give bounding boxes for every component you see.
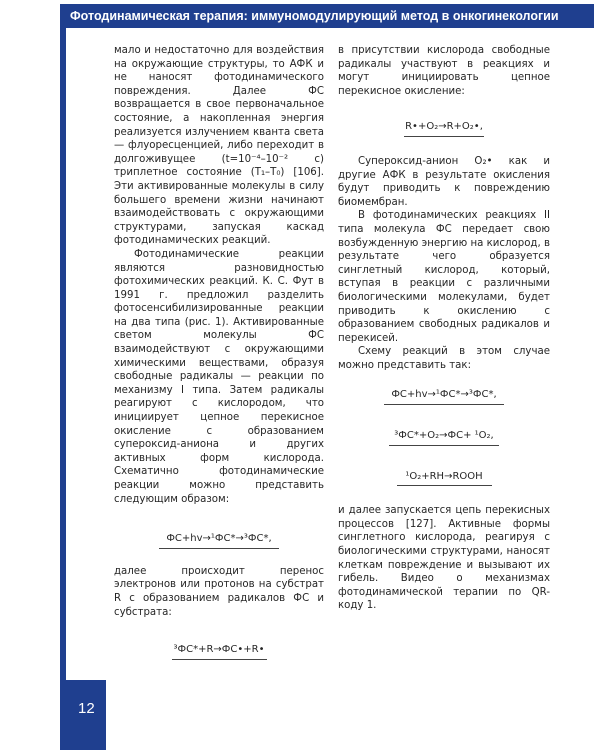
left-column xyxy=(114,44,324,660)
right-formula-2: ФС+hv→¹ФС*→³ФС*, xyxy=(384,388,504,405)
right-paragraph-5: и далее запускается цепь перекисных процессов [127]. Активные формы синглетного кислорода, реагируя с биологическими структурами, наносят клеткам повреждение и вызывают их гибель. Видео о механизмах фотодинамической терапии по QR-коду 1. xyxy=(338,505,550,612)
right-formula-1: R•+O₂→R+O₂•, xyxy=(404,120,484,137)
left-paragraph-1: мало и недостаточно для воздействия на окружающие структуры, то АФК и не наносят фотодинамического повреждения. Далее ФС возвращается в свое первоначальное состояние, а накопленная энергия реализуется излучением кванта света — флуоресценцией, либо переходит в долгоживущее (t=10⁻⁴–10⁻² с) триплетное состояние (T₁–T₀) [106]. Эти активированные молекулы в силу большего времени жизни начинают взаимодействовать с окружающими структурами, запуская каскад фотодинамических реакций. xyxy=(114,45,324,247)
right-paragraph-1: в присутствии кислорода свободные радикалы участвуют в реакциях и могут инициировать цепное перекисное окисление: xyxy=(338,45,550,97)
right-formula-4: ¹O₂+RH→ROOH xyxy=(397,470,492,487)
side-accent-bar xyxy=(60,4,66,750)
right-formula-3: ³ФС*+O₂→ФС+ ¹O₂, xyxy=(389,429,499,446)
left-paragraph-3: далее происходит перенос электронов или протонов на субстрат R с образованием радикалов ФС и субстрата: xyxy=(114,565,324,618)
left-formula-1: ФС+hv→¹ФС*→³ФС*, xyxy=(159,532,279,549)
right-paragraph-4: Схему реакций в этом случае можно представить так: xyxy=(338,346,550,371)
running-header: Фотодинамическая терапия: иммуномодулирующий метод в онкогинекологии xyxy=(60,4,594,28)
right-paragraph-2: Супероксид-анион O₂• как и другие АФК в результате окисления будут приводить к повреждению биомембран. xyxy=(338,155,550,208)
left-paragraph-2: Фотодинамические реакции являются разновидностью фотохимических реакций. К. С. Фут в 1991 г. предложил разделить фотосенсибилизированные реакции на два типа (рис. 1). Активированные светом молекулы ФС взаимодействуют с окружающими химическими веществами, образуя свободные радикалы — реакции по механизму I типа. Затем радикалы реагируют с кислородом, что инициирует цепное перекисное окисление с образованием супероксид-аниона и других активных форм кислорода. Схематично фотодинамические реакции можно представить следующим образом: xyxy=(114,248,324,505)
page-number: 12 xyxy=(78,700,95,717)
right-column xyxy=(338,44,550,613)
right-paragraph-3: В фотодинамических реакциях II типа молекула ФС передает свою возбужденную энергию на кислород, в результате чего образуется синглетный кислород, который, вступая в реакции с различными биологическими молекулами, будет приводить к окислению с образованием свободных радикалов и перекисей. xyxy=(338,210,550,344)
left-formula-2: ³ФС*+R→ФС•+R• xyxy=(172,643,267,660)
